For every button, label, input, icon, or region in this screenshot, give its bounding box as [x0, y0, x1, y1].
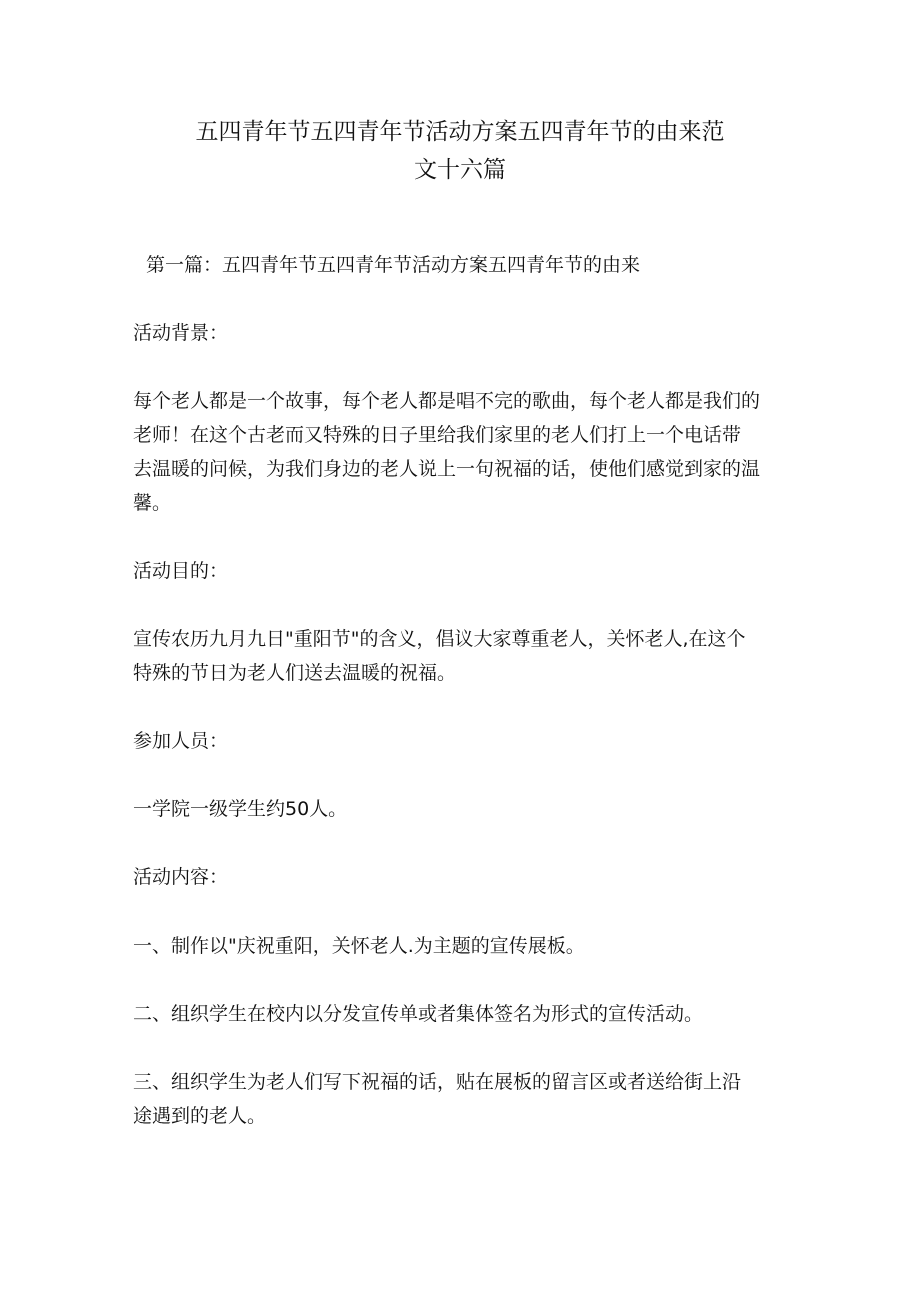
content-item-3 [133, 1065, 793, 1133]
purpose-label: 活动目的： [133, 560, 229, 582]
chapter-heading: 第一篇：五四青年节五四青年节活动方案五四青年节的由来 [146, 254, 641, 276]
content-item-1: 一、制作以"庆祝重阳，关怀老人.为主题的宣传展板。 [133, 935, 585, 957]
background-line-3: 去温暖的问候，为我们身边的老人说上一句祝福的话，使他们感觉到家的温 [133, 458, 761, 480]
content-label: 活动内容： [133, 866, 229, 888]
title-line-1: 五四青年节五四青年节活动方案五四青年节的由来范 [195, 119, 725, 145]
purpose-line-1: 宣传农历九月九日"重阳节"的含义，倡议大家尊重老人，关怀老人,在这个 [133, 628, 746, 650]
background-line-1: 每个老人都是一个故事，每个老人都是唱不完的歌曲，每个老人都是我们的 [133, 390, 761, 412]
background-label: 活动背景： [133, 322, 229, 344]
participants-text: 一学院一级学生约50人。 [133, 798, 348, 820]
background-paragraph [133, 384, 793, 520]
content-item-2: 二、组织学生在校内以分发宣传单或者集体签名为形式的宣传活动。 [133, 1003, 704, 1025]
purpose-line-2: 特殊的节日为老人们送去温暖的祝福。 [133, 662, 457, 684]
document-title [150, 113, 770, 189]
title-line-2: 文十六篇 [414, 157, 506, 183]
content-item-3-line-1: 三、组织学生为老人们写下祝福的话，贴在展板的留言区或者送给街上沿 [133, 1071, 742, 1093]
content-item-3-line-2: 途遇到的老人。 [133, 1105, 267, 1127]
participants-label: 参加人员： [133, 730, 229, 752]
background-line-4: 馨。 [133, 492, 172, 514]
purpose-paragraph [133, 622, 793, 690]
background-line-2: 老师！在这个古老而又特殊的日子里给我们家里的老人们打上一个电话带 [133, 424, 742, 446]
